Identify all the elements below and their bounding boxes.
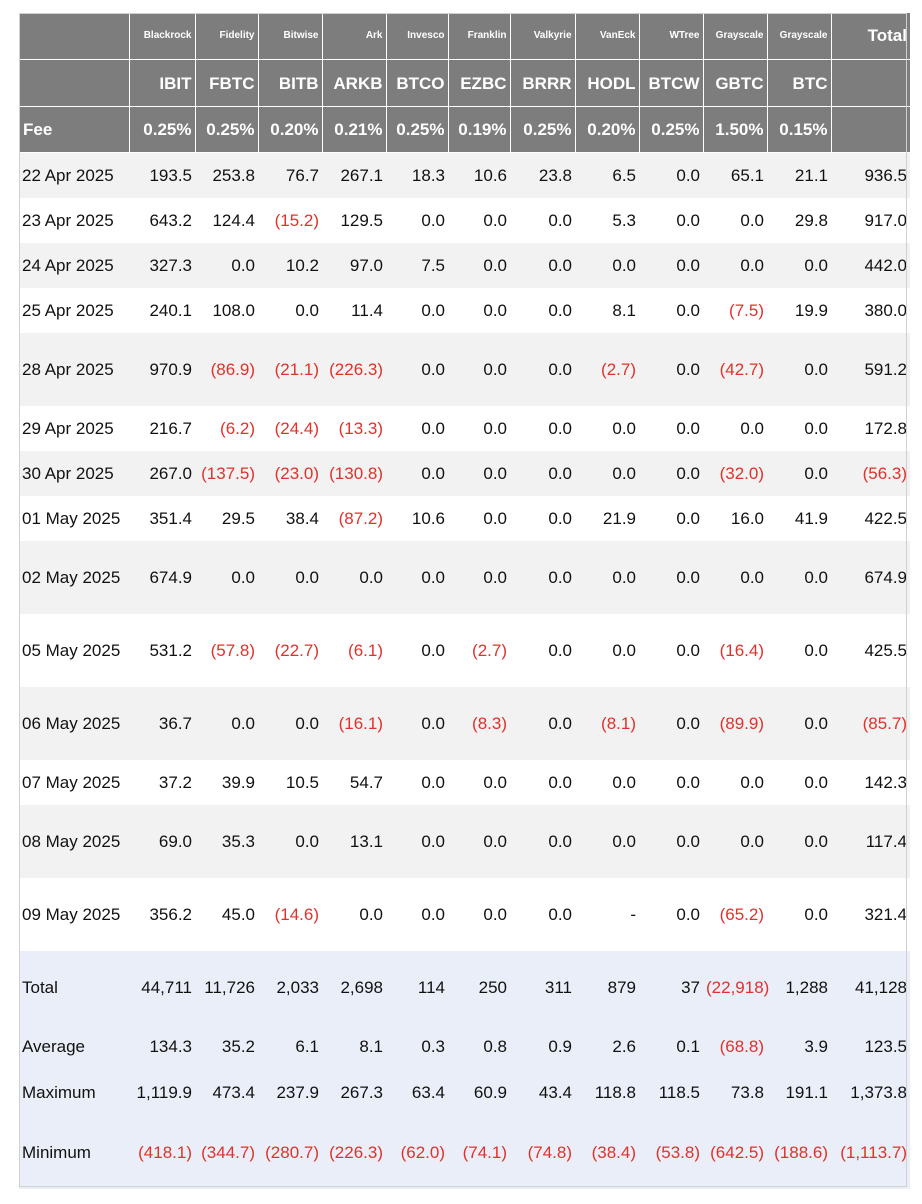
flow-cell: 0.0 xyxy=(448,760,510,805)
table-row xyxy=(19,333,910,406)
flow-cell: 591.2 xyxy=(831,333,910,406)
flow-cell: 10.5 xyxy=(258,760,322,805)
flow-cell: 327.3 xyxy=(129,243,195,288)
flow-cell: 321.4 xyxy=(831,878,910,951)
summary-row xyxy=(19,1024,910,1070)
ticker-header: HODL xyxy=(575,60,639,107)
corner-cell xyxy=(19,60,129,107)
flow-cell: 7.5 xyxy=(386,243,448,288)
summary-cell: 37 xyxy=(639,951,703,1024)
flow-cell: 37.2 xyxy=(129,760,195,805)
summary-stats xyxy=(19,951,910,1189)
table-header xyxy=(19,13,910,153)
flow-cell: 0.0 xyxy=(386,687,448,760)
flow-cell: 0.0 xyxy=(386,760,448,805)
summary-cell: 118.5 xyxy=(639,1070,703,1116)
summary-label: Total xyxy=(19,951,129,1024)
flow-cell: 0.0 xyxy=(639,614,703,687)
flow-cell: 41.9 xyxy=(767,496,831,541)
summary-cell: (344.7) xyxy=(195,1116,258,1189)
fee-value: 0.20% xyxy=(258,107,322,153)
flow-cell: 0.0 xyxy=(767,243,831,288)
summary-cell: (642.5) xyxy=(703,1116,767,1189)
flow-cell: 0.0 xyxy=(386,333,448,406)
flow-cell: 10.6 xyxy=(386,496,448,541)
flow-cell: (8.3) xyxy=(448,687,510,760)
summary-cell: 6.1 xyxy=(258,1024,322,1070)
flow-cell: (89.9) xyxy=(703,687,767,760)
row-date: 01 May 2025 xyxy=(19,496,129,541)
flow-cell: 0.0 xyxy=(322,878,386,951)
ticker-header: EZBC xyxy=(448,60,510,107)
flow-cell: 0.0 xyxy=(510,805,575,878)
table-row xyxy=(19,614,910,687)
summary-cell: (38.4) xyxy=(575,1116,639,1189)
flow-cell: 643.2 xyxy=(129,198,195,243)
flow-cell: 0.0 xyxy=(639,687,703,760)
summary-cell: 3.9 xyxy=(767,1024,831,1070)
flow-cell: 21.1 xyxy=(767,153,831,198)
flow-cell: 23.8 xyxy=(510,153,575,198)
flow-cell: (24.4) xyxy=(258,406,322,451)
issuer-header: Bitwise xyxy=(258,13,322,60)
issuer-header: Fidelity xyxy=(195,13,258,60)
flow-cell: 19.9 xyxy=(767,288,831,333)
flow-cell: 0.0 xyxy=(386,288,448,333)
issuer-header: Franklin xyxy=(448,13,510,60)
flow-cell: 0.0 xyxy=(639,541,703,614)
flow-cell: 917.0 xyxy=(831,198,910,243)
flow-cell: 674.9 xyxy=(831,541,910,614)
flow-cell: 240.1 xyxy=(129,288,195,333)
summary-cell: 1,373.8 xyxy=(831,1070,910,1116)
flow-cell: 0.0 xyxy=(195,687,258,760)
issuer-header: Valkyrie xyxy=(510,13,575,60)
etf-flow-table xyxy=(19,13,910,1189)
flow-cell: - xyxy=(575,878,639,951)
flow-cell: 0.0 xyxy=(575,406,639,451)
flow-cell: 0.0 xyxy=(258,805,322,878)
flow-cell: 267.0 xyxy=(129,451,195,496)
summary-cell: 2,033 xyxy=(258,951,322,1024)
table-row xyxy=(19,496,910,541)
flow-cell: 0.0 xyxy=(386,878,448,951)
row-date: 07 May 2025 xyxy=(19,760,129,805)
flow-cell: (7.5) xyxy=(703,288,767,333)
summary-cell: 123.5 xyxy=(831,1024,910,1070)
summary-cell: (1,113.7) xyxy=(831,1116,910,1189)
flow-cell: 0.0 xyxy=(510,760,575,805)
flow-cell: 0.0 xyxy=(575,760,639,805)
flow-cell: 0.0 xyxy=(510,878,575,951)
summary-cell: 134.3 xyxy=(129,1024,195,1070)
flow-cell: 0.0 xyxy=(448,288,510,333)
issuer-header: Grayscale xyxy=(703,13,767,60)
flow-cell: (57.8) xyxy=(195,614,258,687)
daily-flows xyxy=(19,153,910,951)
row-date: 29 Apr 2025 xyxy=(19,406,129,451)
flow-cell: 0.0 xyxy=(386,451,448,496)
summary-cell: (418.1) xyxy=(129,1116,195,1189)
flow-cell: 970.9 xyxy=(129,333,195,406)
flow-cell: 5.3 xyxy=(575,198,639,243)
flow-cell: (15.2) xyxy=(258,198,322,243)
flow-cell: 0.0 xyxy=(639,243,703,288)
flow-cell: 0.0 xyxy=(703,760,767,805)
flow-cell: 0.0 xyxy=(322,541,386,614)
flow-cell: 0.0 xyxy=(510,451,575,496)
flow-cell: 216.7 xyxy=(129,406,195,451)
flow-cell: 29.5 xyxy=(195,496,258,541)
flow-cell: 267.1 xyxy=(322,153,386,198)
flow-cell: 0.0 xyxy=(767,805,831,878)
flow-cell: (16.1) xyxy=(322,687,386,760)
fee-value: 0.25% xyxy=(386,107,448,153)
flow-cell: 0.0 xyxy=(639,153,703,198)
flow-cell: 0.0 xyxy=(448,243,510,288)
row-date: 08 May 2025 xyxy=(19,805,129,878)
ticker-header: FBTC xyxy=(195,60,258,107)
flow-cell: (137.5) xyxy=(195,451,258,496)
flow-cell: 35.3 xyxy=(195,805,258,878)
summary-cell: 35.2 xyxy=(195,1024,258,1070)
fee-value: 1.50% xyxy=(703,107,767,153)
summary-cell: 473.4 xyxy=(195,1070,258,1116)
issuer-header: Ark xyxy=(322,13,386,60)
summary-cell: 44,711 xyxy=(129,951,195,1024)
flow-cell: 65.1 xyxy=(703,153,767,198)
flow-cell: 425.5 xyxy=(831,614,910,687)
flow-cell: 0.0 xyxy=(703,406,767,451)
flow-cell: 0.0 xyxy=(258,687,322,760)
summary-cell: (74.1) xyxy=(448,1116,510,1189)
flow-cell: (21.1) xyxy=(258,333,322,406)
flow-cell: (85.7) xyxy=(831,687,910,760)
fee-value: 0.15% xyxy=(767,107,831,153)
summary-label: Minimum xyxy=(19,1116,129,1189)
flow-cell: 142.3 xyxy=(831,760,910,805)
flow-cell: 36.7 xyxy=(129,687,195,760)
total-header-spacer xyxy=(831,60,910,107)
fee-label: Fee xyxy=(19,107,129,153)
summary-cell: 114 xyxy=(386,951,448,1024)
flow-cell: 0.0 xyxy=(195,541,258,614)
flow-cell: 442.0 xyxy=(831,243,910,288)
flow-cell: 0.0 xyxy=(575,805,639,878)
flow-cell: (14.6) xyxy=(258,878,322,951)
flow-cell: (13.3) xyxy=(322,406,386,451)
table-row xyxy=(19,243,910,288)
table-row xyxy=(19,878,910,951)
flow-cell: 193.5 xyxy=(129,153,195,198)
flow-cell: 0.0 xyxy=(703,805,767,878)
ticker-header: BTCW xyxy=(639,60,703,107)
table-row xyxy=(19,288,910,333)
summary-cell: 250 xyxy=(448,951,510,1024)
flow-cell: 0.0 xyxy=(448,878,510,951)
summary-row xyxy=(19,1116,910,1189)
flow-cell: 0.0 xyxy=(448,406,510,451)
flow-cell: 0.0 xyxy=(767,878,831,951)
summary-row xyxy=(19,951,910,1024)
flow-cell: 0.0 xyxy=(510,243,575,288)
flow-cell: (6.2) xyxy=(195,406,258,451)
flow-cell: 39.9 xyxy=(195,760,258,805)
summary-cell: 2,698 xyxy=(322,951,386,1024)
flow-cell: (22.7) xyxy=(258,614,322,687)
fee-value: 0.21% xyxy=(322,107,386,153)
summary-cell: 11,726 xyxy=(195,951,258,1024)
flow-cell: (87.2) xyxy=(322,496,386,541)
flow-cell: 129.5 xyxy=(322,198,386,243)
flow-cell: 69.0 xyxy=(129,805,195,878)
flow-cell: 0.0 xyxy=(386,614,448,687)
summary-cell: 1,119.9 xyxy=(129,1070,195,1116)
summary-cell: (226.3) xyxy=(322,1116,386,1189)
flow-cell: (226.3) xyxy=(322,333,386,406)
issuer-header: Blackrock xyxy=(129,13,195,60)
flow-cell: 0.0 xyxy=(767,541,831,614)
flow-cell: (2.7) xyxy=(575,333,639,406)
summary-cell: 879 xyxy=(575,951,639,1024)
summary-cell: 60.9 xyxy=(448,1070,510,1116)
summary-label: Maximum xyxy=(19,1070,129,1116)
summary-cell: 0.8 xyxy=(448,1024,510,1070)
flow-cell: 0.0 xyxy=(575,541,639,614)
row-date: 30 Apr 2025 xyxy=(19,451,129,496)
ticker-header: GBTC xyxy=(703,60,767,107)
ticker-header: BRRR xyxy=(510,60,575,107)
issuer-header: Grayscale xyxy=(767,13,831,60)
flow-cell: 0.0 xyxy=(448,496,510,541)
flow-cell: 76.7 xyxy=(258,153,322,198)
flow-cell: 356.2 xyxy=(129,878,195,951)
summary-cell: (74.8) xyxy=(510,1116,575,1189)
issuer-header: Invesco xyxy=(386,13,448,60)
flow-cell: (42.7) xyxy=(703,333,767,406)
fee-value: 0.25% xyxy=(195,107,258,153)
flow-cell: 0.0 xyxy=(767,333,831,406)
flow-cell: (32.0) xyxy=(703,451,767,496)
flow-cell: 0.0 xyxy=(639,198,703,243)
summary-cell: (22,918) xyxy=(703,951,767,1024)
fee-value: 0.20% xyxy=(575,107,639,153)
total-header: Total xyxy=(831,13,910,60)
fee-value: 0.25% xyxy=(510,107,575,153)
issuer-row xyxy=(19,13,910,60)
table-row xyxy=(19,451,910,496)
flow-cell: 0.0 xyxy=(448,451,510,496)
row-date: 28 Apr 2025 xyxy=(19,333,129,406)
flow-cell: 0.0 xyxy=(767,614,831,687)
summary-row xyxy=(19,1070,910,1116)
flow-cell: 674.9 xyxy=(129,541,195,614)
flow-cell: (16.4) xyxy=(703,614,767,687)
corner-cell xyxy=(19,13,129,60)
flow-cell: 0.0 xyxy=(510,541,575,614)
summary-cell: 8.1 xyxy=(322,1024,386,1070)
flow-cell: 10.6 xyxy=(448,153,510,198)
row-date: 06 May 2025 xyxy=(19,687,129,760)
flow-cell: 13.1 xyxy=(322,805,386,878)
flow-cell: 0.0 xyxy=(448,805,510,878)
fee-value: 0.25% xyxy=(639,107,703,153)
fee-value: 0.19% xyxy=(448,107,510,153)
flow-cell: 8.1 xyxy=(575,288,639,333)
summary-cell: 63.4 xyxy=(386,1070,448,1116)
flow-cell: (130.8) xyxy=(322,451,386,496)
fee-value: 0.25% xyxy=(129,107,195,153)
summary-cell: (280.7) xyxy=(258,1116,322,1189)
flow-cell: 0.0 xyxy=(767,406,831,451)
flow-cell: 21.9 xyxy=(575,496,639,541)
summary-label: Average xyxy=(19,1024,129,1070)
table-row xyxy=(19,198,910,243)
flow-cell: 0.0 xyxy=(386,406,448,451)
flow-cell: 0.0 xyxy=(767,760,831,805)
flow-cell: 0.0 xyxy=(639,288,703,333)
summary-cell: (188.6) xyxy=(767,1116,831,1189)
table-row xyxy=(19,406,910,451)
flow-cell: 0.0 xyxy=(448,198,510,243)
flow-cell: 0.0 xyxy=(195,243,258,288)
flow-cell: 0.0 xyxy=(510,406,575,451)
flow-cell: 0.0 xyxy=(639,333,703,406)
flow-cell: 10.2 xyxy=(258,243,322,288)
summary-cell: 2.6 xyxy=(575,1024,639,1070)
flow-cell: 0.0 xyxy=(703,541,767,614)
summary-cell: 43.4 xyxy=(510,1070,575,1116)
summary-cell: 118.8 xyxy=(575,1070,639,1116)
flow-cell: 29.8 xyxy=(767,198,831,243)
flow-cell: 117.4 xyxy=(831,805,910,878)
flow-cell: 0.0 xyxy=(767,451,831,496)
summary-cell: 0.1 xyxy=(639,1024,703,1070)
flow-cell: 0.0 xyxy=(386,198,448,243)
flow-cell: 0.0 xyxy=(386,805,448,878)
flow-cell: 0.0 xyxy=(510,288,575,333)
table-row xyxy=(19,805,910,878)
flow-cell: 0.0 xyxy=(510,687,575,760)
flow-cell: 0.0 xyxy=(510,496,575,541)
row-date: 02 May 2025 xyxy=(19,541,129,614)
flow-cell: 0.0 xyxy=(510,333,575,406)
flow-cell: 16.0 xyxy=(703,496,767,541)
summary-cell: 1,288 xyxy=(767,951,831,1024)
summary-cell: (62.0) xyxy=(386,1116,448,1189)
flow-cell: 0.0 xyxy=(703,198,767,243)
summary-cell: 41,128 xyxy=(831,951,910,1024)
flow-cell: 380.0 xyxy=(831,288,910,333)
ticker-header: ARKB xyxy=(322,60,386,107)
flow-cell: 0.0 xyxy=(510,614,575,687)
total-header-spacer xyxy=(831,107,910,153)
summary-cell: (68.8) xyxy=(703,1024,767,1070)
flow-cell: 422.5 xyxy=(831,496,910,541)
issuer-header: WTree xyxy=(639,13,703,60)
row-date: 23 Apr 2025 xyxy=(19,198,129,243)
issuer-header: VanEck xyxy=(575,13,639,60)
ticker-row xyxy=(19,60,910,107)
flow-cell: (56.3) xyxy=(831,451,910,496)
summary-cell: 267.3 xyxy=(322,1070,386,1116)
flow-cell: 0.0 xyxy=(510,198,575,243)
flow-cell: 0.0 xyxy=(639,451,703,496)
flow-cell: 0.0 xyxy=(639,496,703,541)
flow-cell: (23.0) xyxy=(258,451,322,496)
table-row xyxy=(19,541,910,614)
flow-cell: 0.0 xyxy=(639,878,703,951)
summary-cell: 311 xyxy=(510,951,575,1024)
row-date: 25 Apr 2025 xyxy=(19,288,129,333)
table-row xyxy=(19,760,910,805)
ticker-header: BTC xyxy=(767,60,831,107)
ticker-header: BITB xyxy=(258,60,322,107)
summary-cell: 73.8 xyxy=(703,1070,767,1116)
flow-cell: 253.8 xyxy=(195,153,258,198)
flow-cell: (8.1) xyxy=(575,687,639,760)
row-date: 05 May 2025 xyxy=(19,614,129,687)
flow-cell: 0.0 xyxy=(575,451,639,496)
flow-cell: 936.5 xyxy=(831,153,910,198)
summary-cell: 237.9 xyxy=(258,1070,322,1116)
row-date: 24 Apr 2025 xyxy=(19,243,129,288)
ticker-header: IBIT xyxy=(129,60,195,107)
flow-cell: (65.2) xyxy=(703,878,767,951)
flow-cell: 124.4 xyxy=(195,198,258,243)
flow-cell: 97.0 xyxy=(322,243,386,288)
flow-cell: (2.7) xyxy=(448,614,510,687)
table-row xyxy=(19,153,910,198)
flow-cell: 38.4 xyxy=(258,496,322,541)
summary-cell: (53.8) xyxy=(639,1116,703,1189)
flow-cell: 172.8 xyxy=(831,406,910,451)
flow-cell: 0.0 xyxy=(575,243,639,288)
flow-cell: 6.5 xyxy=(575,153,639,198)
flow-cell: 0.0 xyxy=(767,687,831,760)
flow-cell: 0.0 xyxy=(258,541,322,614)
flow-cell: 351.4 xyxy=(129,496,195,541)
flow-cell: 54.7 xyxy=(322,760,386,805)
fee-row xyxy=(19,107,910,153)
flow-cell: (6.1) xyxy=(322,614,386,687)
flow-cell: 0.0 xyxy=(386,541,448,614)
flow-cell: 108.0 xyxy=(195,288,258,333)
flow-cell: 531.2 xyxy=(129,614,195,687)
flow-cell: 45.0 xyxy=(195,878,258,951)
flow-cell: 0.0 xyxy=(703,243,767,288)
summary-cell: 0.3 xyxy=(386,1024,448,1070)
flow-cell: 0.0 xyxy=(639,406,703,451)
flow-cell: 0.0 xyxy=(448,541,510,614)
row-date: 22 Apr 2025 xyxy=(19,153,129,198)
summary-cell: 0.9 xyxy=(510,1024,575,1070)
flow-cell: 0.0 xyxy=(639,805,703,878)
ticker-header: BTCO xyxy=(386,60,448,107)
flow-cell: 18.3 xyxy=(386,153,448,198)
flow-cell: 0.0 xyxy=(639,760,703,805)
flow-cell: 0.0 xyxy=(448,333,510,406)
flow-cell: 0.0 xyxy=(575,614,639,687)
row-date: 09 May 2025 xyxy=(19,878,129,951)
table-row xyxy=(19,687,910,760)
summary-cell: 191.1 xyxy=(767,1070,831,1116)
flow-cell: 11.4 xyxy=(322,288,386,333)
flow-cell: 0.0 xyxy=(258,288,322,333)
flow-cell: (86.9) xyxy=(195,333,258,406)
